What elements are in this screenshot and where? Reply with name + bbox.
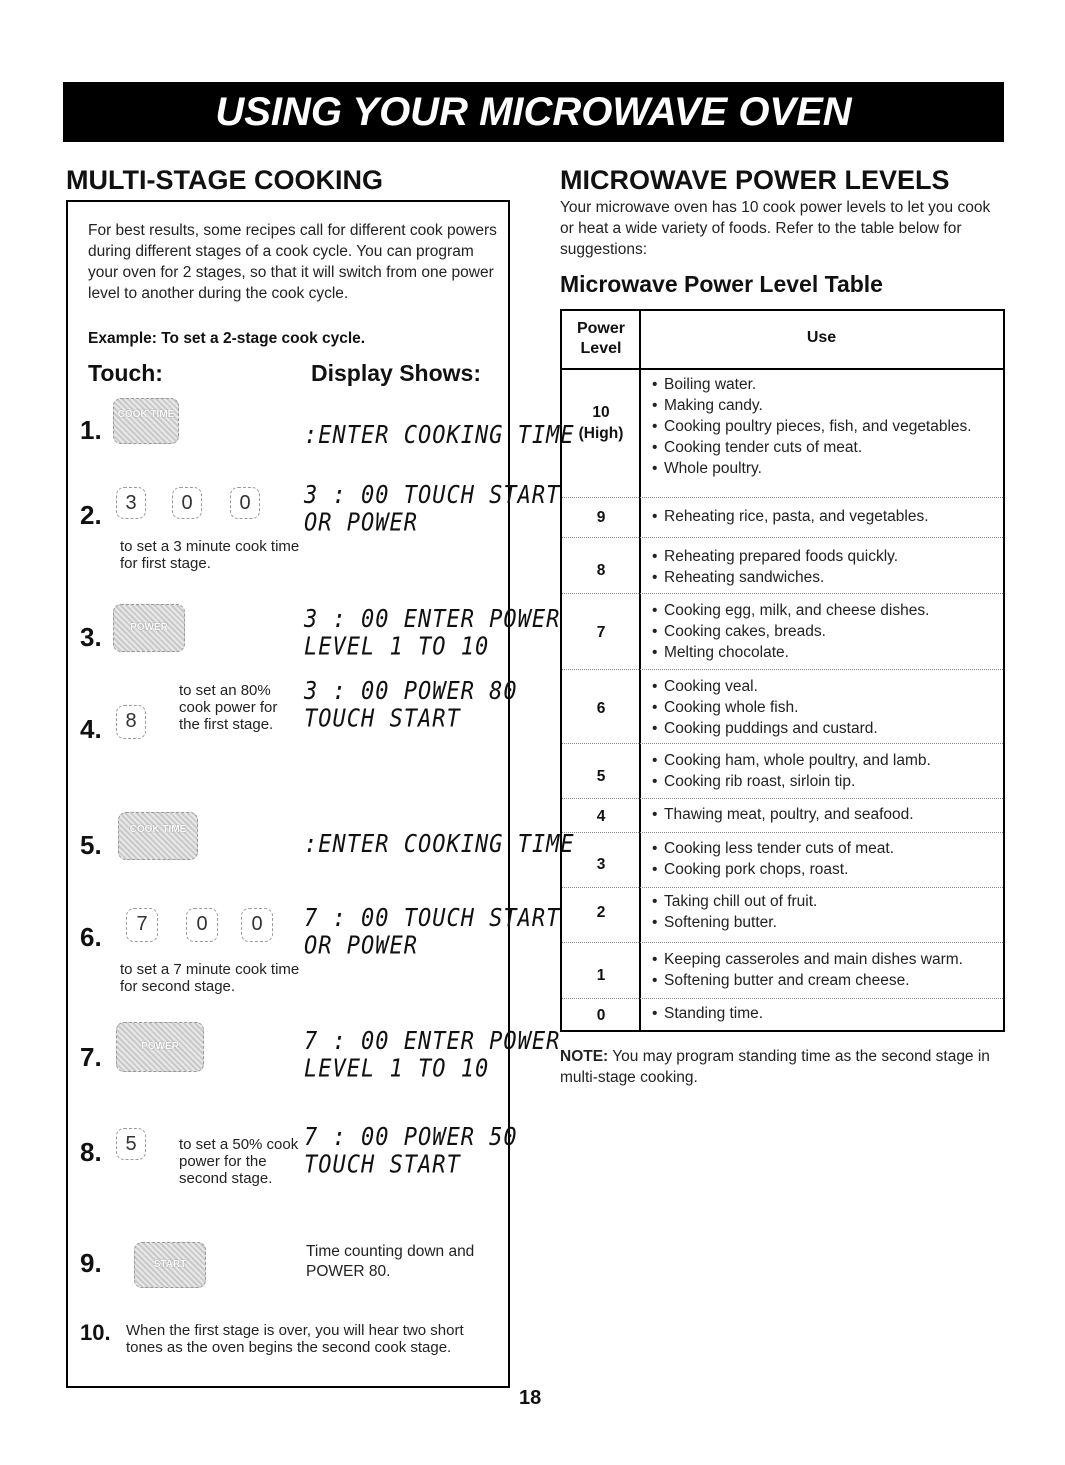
step-8-number: 8. bbox=[80, 1137, 102, 1167]
step-2-number: 2. bbox=[80, 500, 102, 530]
header-use: Use bbox=[806, 329, 837, 346]
step-1-display: :ENTER COOKING TIME bbox=[304, 421, 575, 450]
table-row bbox=[562, 670, 1003, 744]
use-item: • Cooking tender cuts of meat. bbox=[652, 437, 997, 458]
cook-time-key bbox=[118, 812, 198, 860]
table-row bbox=[562, 888, 1003, 943]
row-level: 2 bbox=[596, 904, 606, 921]
example-label: Example: To set a 2-stage cook cycle. bbox=[88, 330, 366, 347]
table-row bbox=[562, 833, 1003, 888]
row-level: 3 bbox=[596, 856, 606, 873]
display-heading: Display Shows: bbox=[311, 360, 481, 386]
use-item: • Reheating rice, pasta, and vegetables. bbox=[652, 506, 997, 527]
use-item: • Standing time. bbox=[652, 1003, 997, 1024]
use-item: • Cooking rib roast, sirloin tip. bbox=[652, 771, 997, 792]
number-key-8 bbox=[116, 705, 146, 739]
note-label: NOTE: bbox=[560, 1048, 609, 1065]
step-6-note: to set a 7 minute cook time for second stage. bbox=[120, 961, 300, 995]
number-key-0 bbox=[230, 487, 260, 519]
key-label: 0 bbox=[196, 913, 208, 935]
table-row bbox=[562, 744, 1003, 799]
step-3-number: 3. bbox=[80, 622, 102, 652]
step-4-note: to set an 80% cook power for the first stage. bbox=[179, 682, 278, 733]
use-item: • Cooking veal. bbox=[652, 676, 997, 697]
use-item: • Thawing meat, poultry, and seafood. bbox=[652, 804, 997, 825]
step-2-note: to set a 3 minute cook time for first stage. bbox=[120, 538, 300, 572]
step-9-number: 9. bbox=[80, 1248, 102, 1278]
step-4-number: 4. bbox=[80, 714, 102, 744]
step-10-number: 10. bbox=[80, 1320, 111, 1345]
use-item: • Cooking ham, whole poultry, and lamb. bbox=[652, 750, 997, 771]
row-level: 8 bbox=[596, 562, 606, 579]
key-label: POWER bbox=[130, 622, 168, 633]
table-row bbox=[562, 368, 1003, 498]
row-level: 0 bbox=[596, 1007, 606, 1024]
power-table-title: Microwave Power Level Table bbox=[560, 271, 883, 297]
table-header bbox=[562, 311, 1003, 370]
row-uses bbox=[652, 804, 997, 825]
multi-stage-intro: For best results, some recipes call for different cook powers during different stages of a cook cycle. You can program your oven for 2 stages, so that it will switch from one power level to another during the cook cycle. bbox=[88, 222, 497, 302]
use-item: • Softening butter. bbox=[652, 912, 997, 933]
step-10-text: When the first stage is over, you will hear two short tones as the oven begins the second cook stage. bbox=[126, 1322, 464, 1356]
use-item: • Softening butter and cream cheese. bbox=[652, 970, 997, 991]
row-uses bbox=[652, 1003, 997, 1024]
table-row bbox=[562, 799, 1003, 833]
row-uses bbox=[652, 891, 997, 933]
use-item: • Cooking egg, milk, and cheese dishes. bbox=[652, 600, 997, 621]
step-7-number: 7. bbox=[80, 1042, 102, 1072]
key-label: 5 bbox=[125, 1133, 137, 1155]
table-row bbox=[562, 943, 1003, 999]
use-item: • Cooking pork chops, roast. bbox=[652, 859, 997, 880]
key-label: 0 bbox=[251, 913, 263, 935]
use-item: • Cooking cakes, breads. bbox=[652, 621, 997, 642]
number-key-3 bbox=[116, 487, 146, 519]
power-level-table bbox=[560, 309, 1005, 1032]
number-key-0 bbox=[241, 908, 273, 942]
use-item: • Melting chocolate. bbox=[652, 642, 997, 663]
row-level: 1 bbox=[596, 967, 606, 984]
key-label: POWER bbox=[141, 1041, 179, 1052]
table-row bbox=[562, 999, 1003, 1032]
step-2-display: 3 : 00 TOUCH START OR POWER bbox=[304, 481, 561, 538]
header-power-level: Power Level bbox=[576, 320, 625, 357]
row-level: 5 bbox=[596, 768, 606, 785]
row-uses bbox=[652, 600, 997, 663]
use-item: • Cooking puddings and custard. bbox=[652, 718, 997, 739]
row-level: 10 (High) bbox=[578, 404, 624, 442]
use-item: • Taking chill out of fruit. bbox=[652, 891, 997, 912]
use-item: • Reheating prepared foods quickly. bbox=[652, 546, 997, 567]
table-row bbox=[562, 538, 1003, 594]
key-label: START bbox=[153, 1259, 187, 1270]
step-3-display: 3 : 00 ENTER POWER LEVEL 1 TO 10 bbox=[304, 605, 561, 662]
step-5-display: :ENTER COOKING TIME bbox=[304, 830, 575, 859]
row-uses bbox=[652, 546, 997, 588]
power-key bbox=[113, 604, 185, 652]
page-banner: USING YOUR MICROWAVE OVEN bbox=[63, 82, 1004, 142]
start-key bbox=[134, 1242, 206, 1288]
row-level: 7 bbox=[596, 624, 606, 641]
key-label: 8 bbox=[125, 710, 137, 732]
touch-heading: Touch: bbox=[88, 360, 163, 386]
table-row bbox=[562, 498, 1003, 538]
step-5-number: 5. bbox=[80, 830, 102, 860]
note-text: You may program standing time as the second stage in multi-stage cooking. bbox=[560, 1048, 990, 1086]
step-1-number: 1. bbox=[80, 415, 102, 445]
row-uses bbox=[652, 506, 997, 527]
number-key-5 bbox=[116, 1128, 146, 1160]
use-item: • Reheating sandwiches. bbox=[652, 567, 997, 588]
key-label: COOK TIME bbox=[117, 409, 175, 420]
power-levels-intro: Your microwave oven has 10 cook power levels to let you cook or heat a wide variety of foods. Refer to the table below for suggestions: bbox=[560, 199, 991, 258]
multi-stage-box bbox=[66, 200, 575, 1388]
use-item: • Cooking whole fish. bbox=[652, 697, 997, 718]
multi-stage-title: MULTI-STAGE COOKING bbox=[66, 165, 383, 195]
step-7-display: 7 : 00 ENTER POWER LEVEL 1 TO 10 bbox=[304, 1027, 561, 1084]
use-item: • Making candy. bbox=[652, 395, 997, 416]
use-item: • Keeping casseroles and main dishes warm. bbox=[652, 949, 997, 970]
number-key-0 bbox=[172, 487, 202, 519]
row-uses bbox=[652, 374, 997, 479]
key-label: 3 bbox=[125, 492, 137, 514]
row-uses bbox=[652, 838, 997, 880]
row-uses bbox=[652, 676, 997, 739]
page-number: 18 bbox=[519, 1387, 542, 1409]
use-item: • Cooking poultry pieces, fish, and vegetables. bbox=[652, 416, 997, 437]
key-label: COOK TIME bbox=[129, 824, 187, 835]
cook-time-key bbox=[113, 398, 179, 444]
number-key-0 bbox=[186, 908, 218, 942]
use-item: • Whole poultry. bbox=[652, 458, 997, 479]
step-4-display: 3 : 00 POWER 80 TOUCH START bbox=[304, 677, 518, 734]
key-label: 7 bbox=[136, 913, 148, 935]
key-label: 0 bbox=[181, 492, 193, 514]
row-uses bbox=[652, 750, 997, 792]
step-8-note: to set a 50% cook power for the second stage. bbox=[179, 1136, 299, 1187]
power-levels-title: MICROWAVE POWER LEVELS bbox=[560, 165, 950, 195]
table-row bbox=[562, 594, 1003, 670]
row-level: 6 bbox=[596, 700, 606, 717]
step-6-display: 7 : 00 TOUCH START OR POWER bbox=[304, 904, 561, 961]
use-item: • Cooking less tender cuts of meat. bbox=[652, 838, 997, 859]
row-level: 4 bbox=[596, 808, 606, 825]
key-label: 0 bbox=[239, 492, 251, 514]
step-8-display: 7 : 00 POWER 50 TOUCH START bbox=[304, 1123, 518, 1180]
step-9-display: Time counting down and POWER 80. bbox=[306, 1243, 475, 1280]
use-item: • Boiling water. bbox=[652, 374, 997, 395]
standing-time-note bbox=[560, 1046, 1010, 1088]
step-6-number: 6. bbox=[80, 922, 102, 952]
row-uses bbox=[652, 949, 997, 991]
row-level: 9 bbox=[596, 509, 606, 526]
number-key-7 bbox=[126, 908, 158, 942]
power-key bbox=[116, 1022, 204, 1072]
